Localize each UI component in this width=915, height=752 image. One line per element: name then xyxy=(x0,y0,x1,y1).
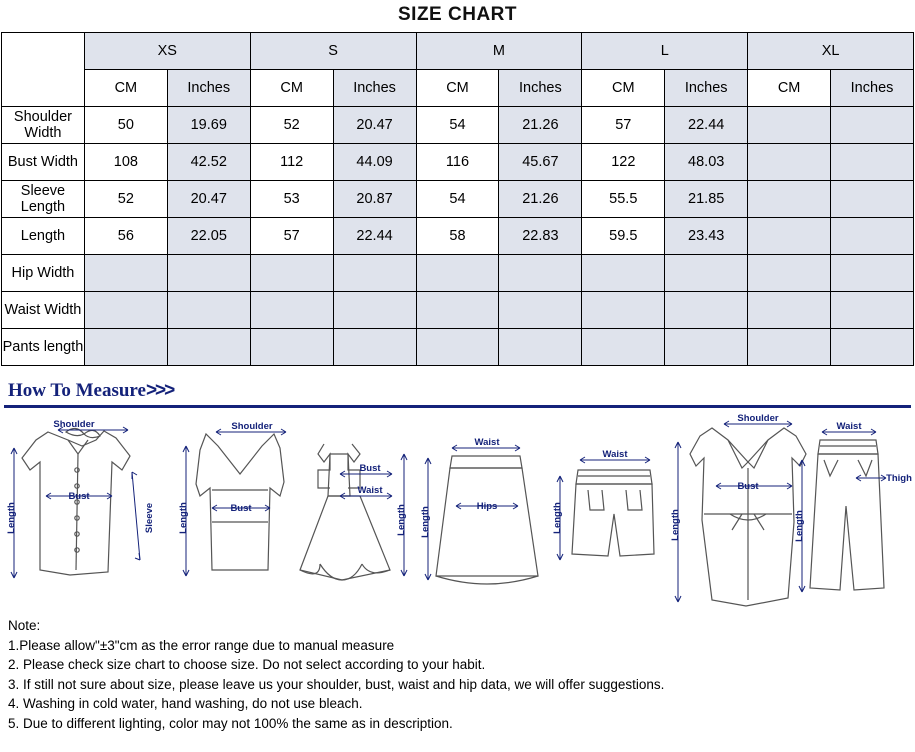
label-length: Length xyxy=(670,509,681,541)
size-header-xl: XL xyxy=(748,33,914,70)
cell-value xyxy=(84,255,167,292)
size-header-xs: XS xyxy=(84,33,250,70)
figure-pants xyxy=(810,440,884,590)
note-line: 2. Please check size chart to choose size. Do not select according to your habit. xyxy=(8,657,486,672)
label-shoulder: Shoulder xyxy=(231,421,273,432)
table-row xyxy=(2,107,914,144)
label-length: Length xyxy=(420,506,431,538)
unit-inches-l: Inches xyxy=(665,70,748,107)
cell-value: 108 xyxy=(84,144,167,181)
cell-value: 44.09 xyxy=(333,144,416,181)
how-to-measure-heading xyxy=(0,380,915,402)
label-bust: Bust xyxy=(230,503,252,514)
unit-cm-xl: CM xyxy=(748,70,831,107)
table-row xyxy=(2,329,914,366)
cell-value: 54 xyxy=(416,181,499,218)
cell-value: 21.26 xyxy=(499,107,582,144)
cell-value: 19.69 xyxy=(167,107,250,144)
cell-value: 21.85 xyxy=(665,181,748,218)
cell-value xyxy=(831,107,914,144)
unit-cm-m: CM xyxy=(416,70,499,107)
cell-value: 54 xyxy=(416,107,499,144)
unit-inches-s: Inches xyxy=(333,70,416,107)
cell-value: 59.5 xyxy=(582,218,665,255)
cell-value xyxy=(665,255,748,292)
label-shoulder: Shoulder xyxy=(737,413,779,424)
cell-value: 22.44 xyxy=(333,218,416,255)
cell-value xyxy=(748,255,831,292)
row-label: Bust Width xyxy=(2,144,85,181)
cell-value xyxy=(748,292,831,329)
unit-inches-xs: Inches xyxy=(167,70,250,107)
cell-value: 53 xyxy=(250,181,333,218)
cell-value: 20.87 xyxy=(333,181,416,218)
note-line: 5. Due to different lighting, color may not 100% the same as in description. xyxy=(8,715,453,731)
cell-value: 57 xyxy=(250,218,333,255)
cell-value xyxy=(416,329,499,366)
arrows-icon: >>> xyxy=(145,380,174,401)
cell-value: 50 xyxy=(84,107,167,144)
cell-value: 112 xyxy=(250,144,333,181)
size-header-l: L xyxy=(582,33,748,70)
size-header-m: M xyxy=(416,33,582,70)
note-line: 4. Washing in cold water, hand washing, do not use bleach. xyxy=(8,696,363,711)
cell-value xyxy=(748,144,831,181)
cell-value xyxy=(167,255,250,292)
table-row xyxy=(2,255,914,292)
table-row xyxy=(2,181,914,218)
cell-value xyxy=(499,329,582,366)
figure-camisole xyxy=(196,434,284,570)
label-waist: Waist xyxy=(836,421,862,432)
label-length: Length xyxy=(794,510,805,542)
cell-value: 45.67 xyxy=(499,144,582,181)
label-bust: Bust xyxy=(359,463,381,474)
label-length: Length xyxy=(6,502,17,534)
cell-value xyxy=(748,218,831,255)
row-label: Length xyxy=(2,218,85,255)
table-body xyxy=(2,33,914,366)
label-sleeve: Sleeve xyxy=(144,502,155,534)
cell-value xyxy=(831,329,914,366)
cell-value xyxy=(333,292,416,329)
cell-value: 22.05 xyxy=(167,218,250,255)
cell-value xyxy=(748,181,831,218)
cell-value xyxy=(665,292,748,329)
label-length: Length xyxy=(178,502,189,534)
notes-heading: Note: xyxy=(8,618,41,633)
table-corner-cell xyxy=(2,33,85,107)
label-hips: Hips xyxy=(476,501,498,512)
figure-skirt xyxy=(436,456,538,584)
label-waist: Waist xyxy=(474,437,500,448)
cell-value: 56 xyxy=(84,218,167,255)
label-thigh: Thigh xyxy=(886,473,912,484)
unit-cm-s: CM xyxy=(250,70,333,107)
cell-value xyxy=(831,292,914,329)
label-bust: Bust xyxy=(737,481,759,492)
cell-value xyxy=(250,255,333,292)
unit-cm-xs: CM xyxy=(84,70,167,107)
cell-value xyxy=(333,255,416,292)
label-length: Length xyxy=(552,502,563,534)
table-row xyxy=(2,218,914,255)
cell-value xyxy=(167,292,250,329)
cell-value: 52 xyxy=(250,107,333,144)
table-row xyxy=(2,144,914,181)
cell-value xyxy=(84,329,167,366)
cell-value: 116 xyxy=(416,144,499,181)
page-title: SIZE CHART xyxy=(398,4,517,25)
unit-cm-l: CM xyxy=(582,70,665,107)
cell-value xyxy=(831,255,914,292)
cell-value xyxy=(84,292,167,329)
cell-value xyxy=(250,292,333,329)
row-label: Hip Width xyxy=(2,255,85,292)
cell-value xyxy=(416,292,499,329)
measure-figures xyxy=(0,410,915,610)
cell-value: 23.43 xyxy=(665,218,748,255)
divider xyxy=(4,405,911,408)
unit-header-row xyxy=(2,70,914,107)
cell-value: 57 xyxy=(582,107,665,144)
cell-value xyxy=(831,181,914,218)
cell-value: 22.44 xyxy=(665,107,748,144)
cell-value xyxy=(582,292,665,329)
cell-value xyxy=(665,329,748,366)
cell-value xyxy=(748,329,831,366)
figure-shorts xyxy=(572,470,654,556)
cell-value: 58 xyxy=(416,218,499,255)
row-label: Shoulder Width xyxy=(2,107,85,144)
cell-value: 20.47 xyxy=(167,181,250,218)
how-to-measure-label: How To Measure xyxy=(8,380,146,401)
cell-value: 55.5 xyxy=(582,181,665,218)
unit-inches-xl: Inches xyxy=(831,70,914,107)
cell-value xyxy=(250,329,333,366)
cell-value: 22.83 xyxy=(499,218,582,255)
size-chart-table xyxy=(1,32,914,366)
size-header-s: S xyxy=(250,33,416,70)
cell-value xyxy=(416,255,499,292)
label-waist: Waist xyxy=(357,485,383,496)
label-length: Length xyxy=(396,504,407,536)
row-label: Sleeve Length xyxy=(2,181,85,218)
cell-value: 122 xyxy=(582,144,665,181)
cell-value xyxy=(831,218,914,255)
unit-inches-m: Inches xyxy=(499,70,582,107)
note-line: 3. If still not sure about size, please leave us your shoulder, bust, waist and hip data, we will offer suggestions. xyxy=(8,676,665,692)
label-shoulder: Shoulder xyxy=(53,419,95,430)
cell-value: 21.26 xyxy=(499,181,582,218)
cell-value xyxy=(499,292,582,329)
cell-value xyxy=(167,329,250,366)
cell-value: 42.52 xyxy=(167,144,250,181)
table-row xyxy=(2,292,914,329)
row-label: Pants length xyxy=(2,329,85,366)
cell-value xyxy=(748,107,831,144)
size-header-row xyxy=(2,33,914,70)
cell-value xyxy=(499,255,582,292)
label-waist: Waist xyxy=(602,449,628,460)
cell-value xyxy=(582,329,665,366)
cell-value xyxy=(333,329,416,366)
cell-value: 52 xyxy=(84,181,167,218)
cell-value xyxy=(831,144,914,181)
note-line: 1.Please allow"±3"cm as the error range due to manual measure xyxy=(8,637,395,653)
cell-value xyxy=(582,255,665,292)
row-label: Waist Width xyxy=(2,292,85,329)
figure-coat xyxy=(690,428,806,606)
cell-value: 20.47 xyxy=(333,107,416,144)
notes-section xyxy=(0,610,915,733)
label-bust: Bust xyxy=(68,491,90,502)
cell-value: 48.03 xyxy=(665,144,748,181)
